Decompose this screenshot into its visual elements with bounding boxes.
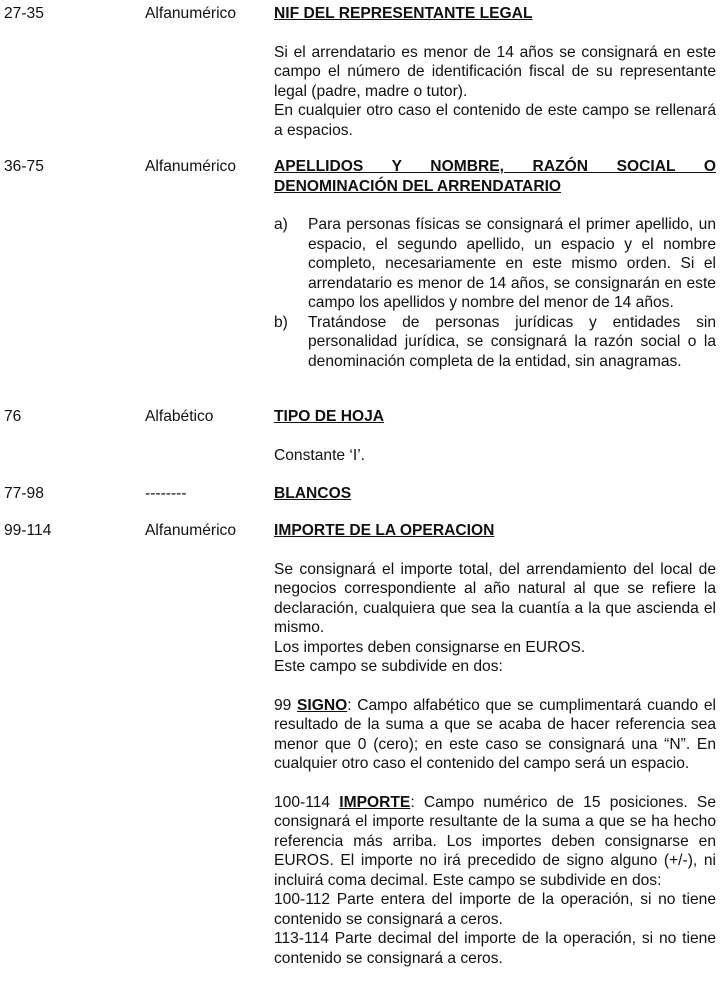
field-type: -------- xyxy=(145,485,187,502)
field-position: 27-35 xyxy=(4,5,44,22)
field-title-line-1: APELLIDOS Y NOMBRE, RAZÓN SOCIAL O xyxy=(274,158,716,175)
importe-text: : Campo numérico de 15 posiciones. Se consignará el importe resultante de la suma a que se ha hecho referencia más arriba. Los importes deben consignarse en EUROS. El importe no irá precedido de signo alguno (+/-), ni incluirá coma decimal. Este campo se subdivide en dos: xyxy=(274,793,716,889)
field-description xyxy=(274,4,716,140)
field-paragraph: Se consignará el importe total, del arrendamiento del local de negocios correspondiente al año natural al que se refiere la declaración, cualquiera que sea la cuantía a la que ascienda el mismo. xyxy=(274,560,716,636)
field-position: 99-114 xyxy=(4,522,52,539)
list-text: Para personas físicas se consignará el primer apellido, un espacio, el segundo apellido, un espacio y el nombre completo, necesariamente en este mismo orden. Si el arrendatario es menor de 14 años, se consignarán en este campo los apellidos y nombre del menor de 14 años. xyxy=(308,216,716,311)
importe-sub-decimal: 113-114 Parte decimal del importe de la operación, si no tiene contenido se consignará a ceros. xyxy=(274,930,716,967)
field-description xyxy=(274,484,716,504)
field-title: NIF DEL REPRESENTANTE LEGAL xyxy=(274,5,533,22)
field-paragraph: Este campo se subdivide en dos: xyxy=(274,658,503,675)
field-paragraph: Los importes deben consignarse en EUROS. xyxy=(274,638,586,656)
field-description xyxy=(274,407,716,465)
signo-paragraph xyxy=(274,696,716,774)
field-paragraph: Si el arrendatario es menor de 14 años se consignará en este campo el número de identificación fiscal de su representante legal (padre, madre o tutor). xyxy=(274,43,716,100)
list-marker: a) xyxy=(274,216,288,233)
list-marker: b) xyxy=(274,313,288,331)
list-item xyxy=(274,313,716,372)
importe-sub-entera: 100-112 Parte entera del importe de la operación, si no tiene contenido se consignará a ceros. xyxy=(274,891,716,928)
field-paragraph: Constante ‘I’. xyxy=(274,446,366,464)
field-title-line-2: DENOMINACIÓN DEL ARRENDATARIO xyxy=(274,177,562,195)
signo-text: : Campo alfabético que se cumplimentará cuando el resultado de la suma a que se acaba de hacer referencia sea menor que 0 (cero); en este caso se consignará una “N”. En cualquier otro caso el contenido del campo será un espacio. xyxy=(274,696,716,772)
field-description xyxy=(274,521,716,968)
field-position: 76 xyxy=(4,408,22,425)
importe-label: IMPORTE xyxy=(339,793,411,811)
importe-paragraph xyxy=(274,793,716,891)
importe-prefix: 100-114 xyxy=(274,793,331,811)
signo-prefix: 99 xyxy=(274,696,292,714)
field-type: Alfanumérico xyxy=(145,158,237,175)
field-description xyxy=(274,157,716,371)
field-paragraph: En cualquier otro caso el contenido de este campo se rellenará a espacios. xyxy=(274,102,716,139)
list-text: Tratándose de personas jurídicas y entidades sin personalidad jurídica, se consignará la razón social o la denominación completa de la entidad, sin anagramas. xyxy=(308,313,716,370)
field-title: IMPORTE DE LA OPERACION xyxy=(274,522,495,539)
field-position: 77-98 xyxy=(4,485,44,502)
field-type: Alfabético xyxy=(145,408,214,425)
field-list xyxy=(274,215,716,371)
field-title: TIPO DE HOJA xyxy=(274,408,385,425)
field-title: BLANCOS xyxy=(274,485,352,502)
field-type: Alfanumérico xyxy=(145,522,237,539)
field-type: Alfanumérico xyxy=(145,5,237,22)
list-item xyxy=(274,215,716,313)
signo-label: SIGNO xyxy=(296,696,348,714)
field-position: 36-75 xyxy=(4,158,44,175)
